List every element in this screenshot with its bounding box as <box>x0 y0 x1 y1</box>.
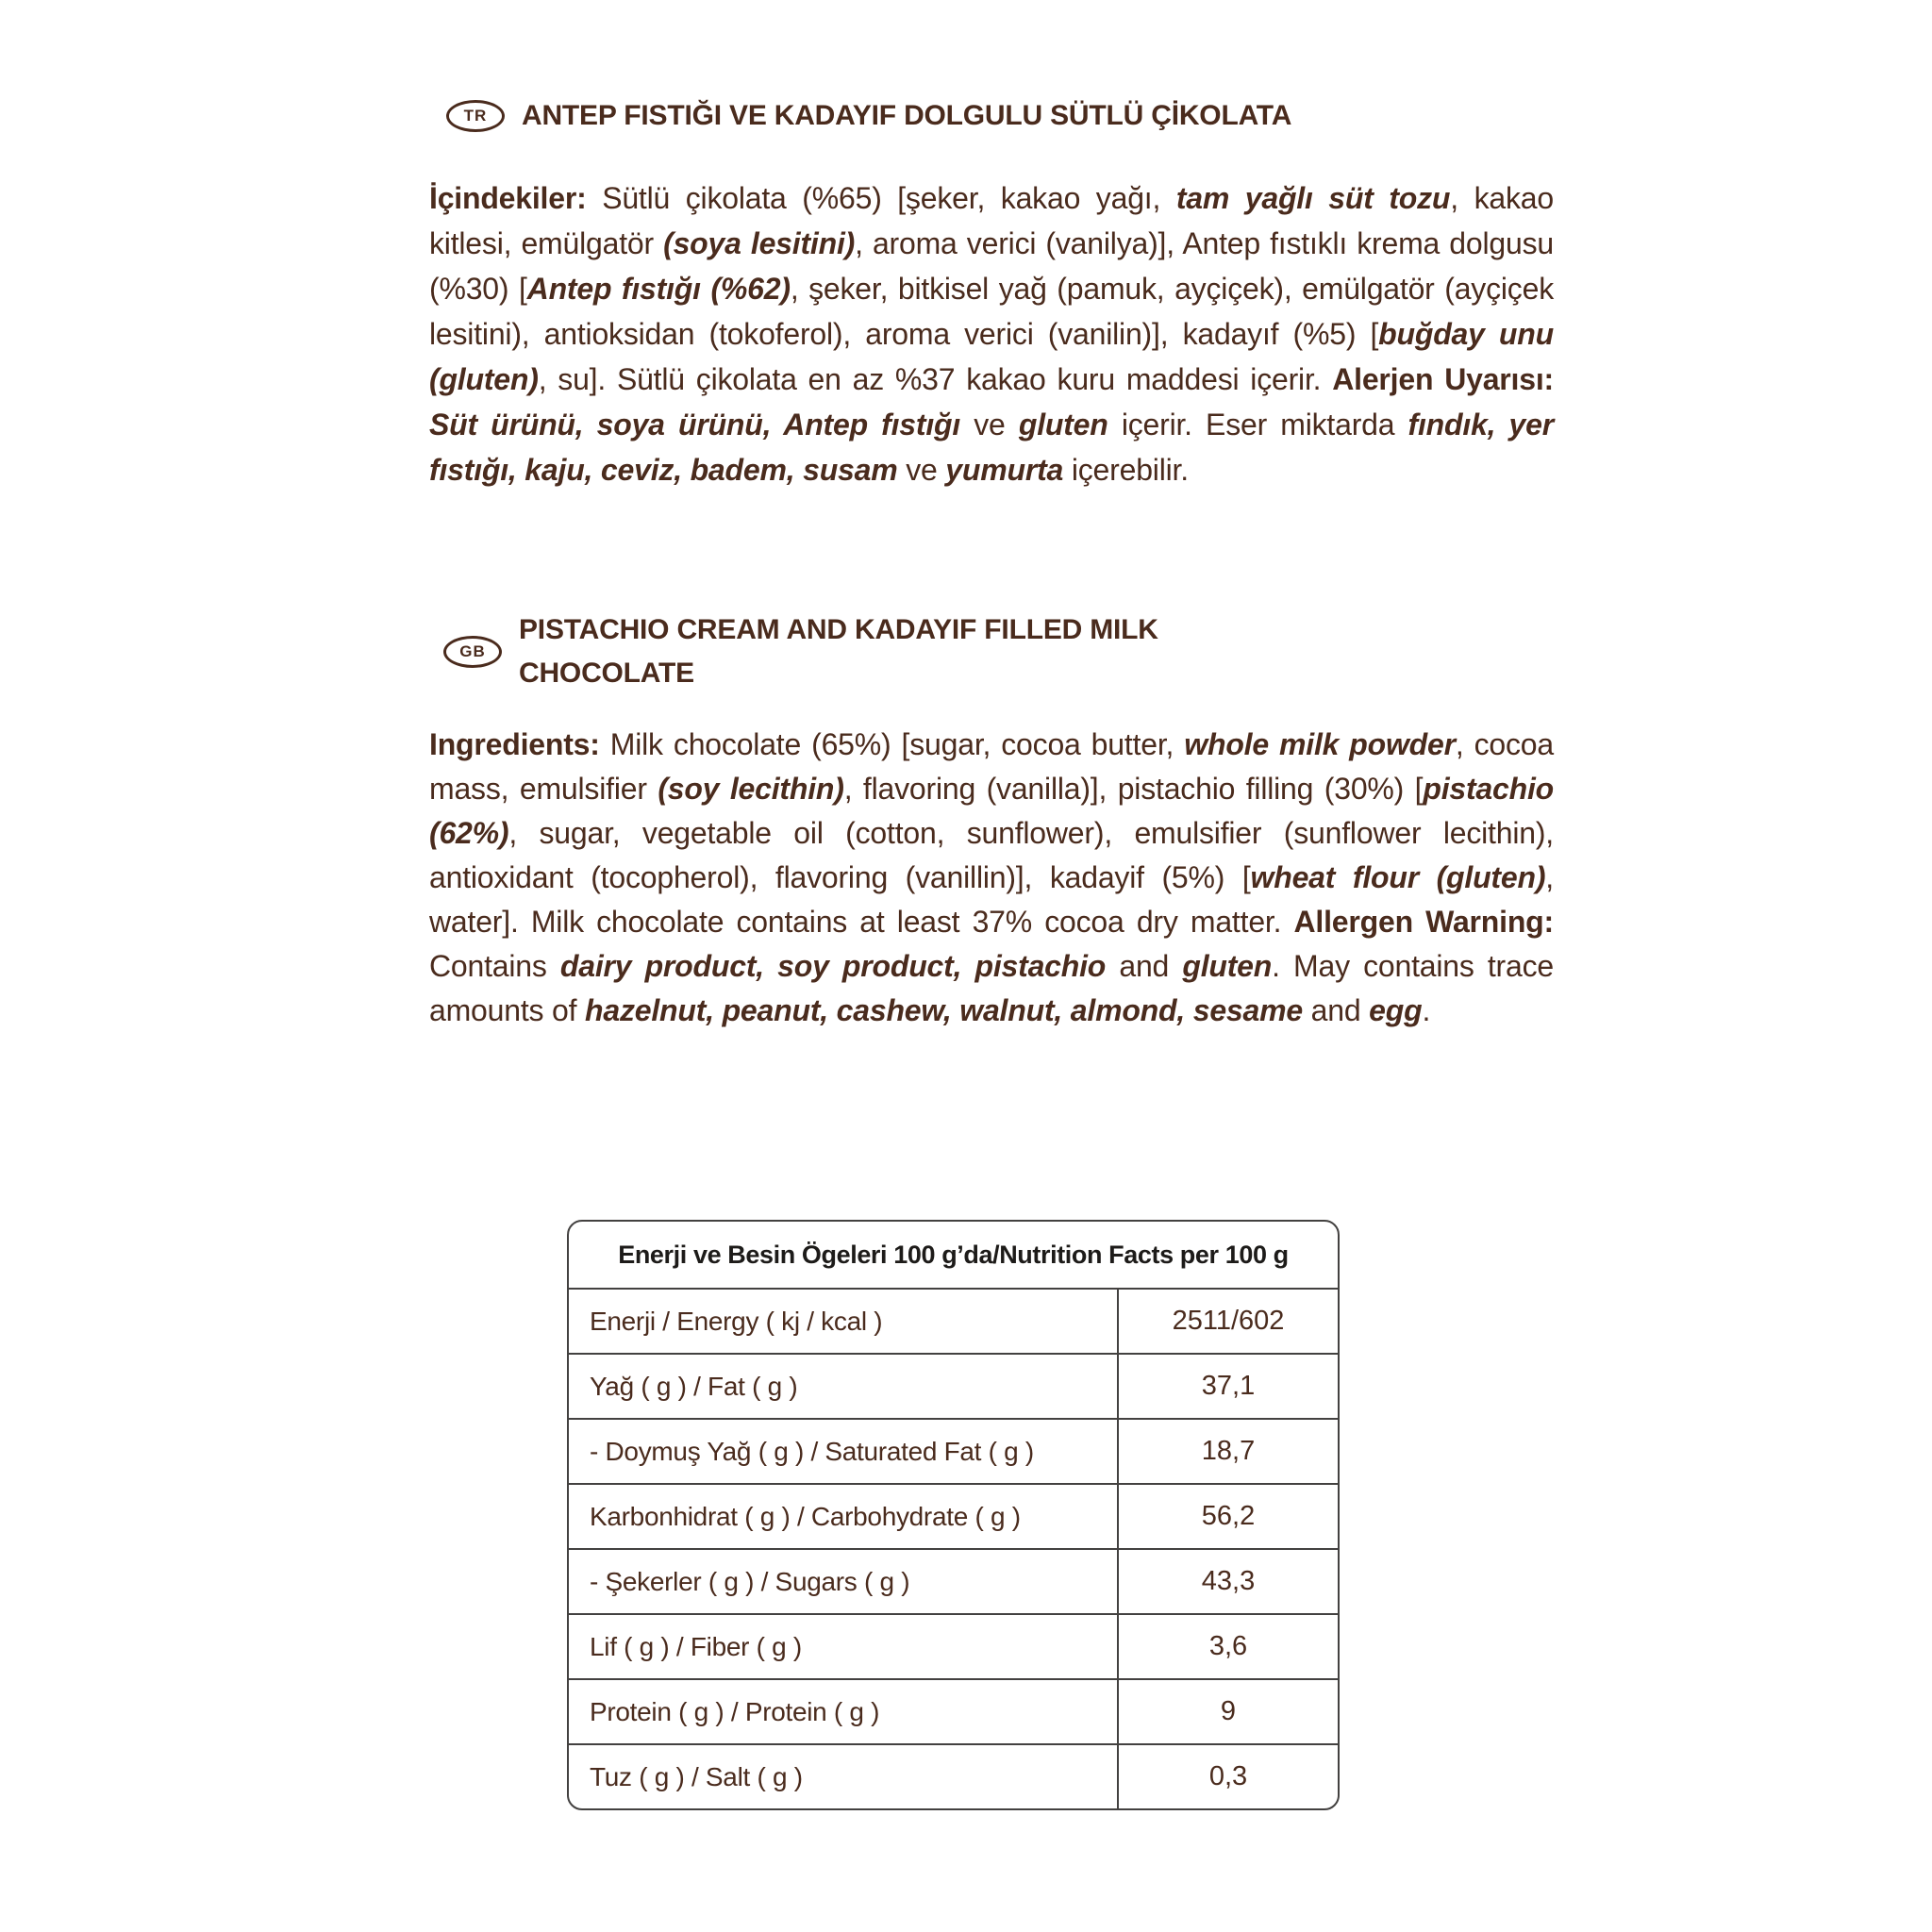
tr-product-title: ANTEP FISTIĞI VE KADAYIF DOLGULU SÜTLÜ ÇİKOLATA <box>522 100 1292 131</box>
gb-product-title-line1: PISTACHIO CREAM AND KADAYIF FILLED MILK <box>519 614 1158 645</box>
ingredient-text-segment: , su]. Sütlü çikolata en az %37 kakao kuru maddesi içerir. <box>538 362 1333 396</box>
gb-product-title-line2: CHOCOLATE <box>519 658 694 689</box>
nutrition-row-value: 56,2 <box>1117 1485 1338 1548</box>
ingredient-text-segment: Ingredients: <box>429 727 600 761</box>
nutrition-row <box>569 1613 1338 1678</box>
ingredient-text-segment: tam yağlı süt tozu <box>1175 181 1451 215</box>
ingredient-text-segment: fındık, yer fıstığı, kaju, ceviz, badem, susam <box>429 408 1554 487</box>
nutrition-row-value: 37,1 <box>1117 1355 1338 1418</box>
ingredient-text-segment: Allergen Warning: <box>1293 905 1554 939</box>
nutrition-row <box>569 1288 1338 1353</box>
ingredient-text-segment: wheat flour (gluten) <box>1250 860 1546 894</box>
nutrition-row <box>569 1678 1338 1743</box>
nutrition-row <box>569 1353 1338 1418</box>
ingredient-text-segment: . <box>1422 993 1431 1027</box>
nutrition-row-label: - Şekerler ( g ) / Sugars ( g ) <box>590 1566 910 1596</box>
ingredient-text-segment: pistachio (62%) <box>429 772 1555 850</box>
nutrition-row-label: Yağ ( g ) / Fat ( g ) <box>590 1371 798 1401</box>
ingredient-text-segment: gluten <box>1182 949 1273 983</box>
gb-section-header <box>443 608 1158 695</box>
nutrition-row-value: 43,3 <box>1117 1550 1338 1613</box>
ingredient-text-segment: . May contains trace amounts of <box>429 949 1554 1027</box>
ingredient-text-segment: Contains <box>429 949 560 983</box>
ingredient-text-segment: whole milk powder <box>1184 727 1456 761</box>
ingredient-text-segment: , kakao kitlesi, emülgatör <box>429 181 1554 260</box>
ingredient-text-segment: yumurta <box>945 453 1064 487</box>
gb-language-badge: GB <box>443 636 502 668</box>
nutrition-facts-table <box>567 1220 1340 1810</box>
nutrition-row-label: Protein ( g ) / Protein ( g ) <box>590 1696 880 1726</box>
ingredient-text-segment: ve <box>897 453 946 487</box>
ingredient-text-segment: and <box>1302 993 1370 1027</box>
nutrition-row-value: 9 <box>1117 1680 1338 1743</box>
ingredient-text-segment: İçindekiler: <box>429 181 587 215</box>
ingredient-text-segment: (soy lecithin) <box>658 772 844 806</box>
tr-language-badge: TR <box>446 100 505 132</box>
nutrition-row-value: 0,3 <box>1117 1745 1338 1808</box>
ingredient-text-segment: (soya lesitini) <box>663 226 856 260</box>
ingredient-text-segment: , flavoring (vanilla)], pistachio filling (30%) [ <box>843 772 1424 806</box>
ingredient-text-segment: Antep fıstığı (%62) <box>526 272 791 306</box>
nutrition-table-header: Enerji ve Besin Ögeleri 100 g’da/Nutrition Facts per 100 g <box>618 1240 1289 1269</box>
nutrition-row-label: Enerji / Energy ( kj / kcal ) <box>590 1306 883 1336</box>
ingredient-text-segment: Sütlü çikolata (%65) [şeker, kakao yağı, <box>586 181 1176 215</box>
ingredient-text-segment: buğday unu (gluten) <box>429 317 1554 396</box>
ingredient-text-segment: ve <box>960 408 1019 441</box>
nutrition-row-value: 3,6 <box>1117 1615 1338 1678</box>
nutrition-row <box>569 1418 1338 1483</box>
ingredient-text-segment: , aroma verici (vanilya)], Antep fıstıklı krema dolgusu (%30) [ <box>429 226 1554 306</box>
nutrition-row <box>569 1743 1338 1808</box>
nutrition-row <box>569 1548 1338 1613</box>
ingredient-text-segment: Alerjen Uyarısı: <box>1332 362 1554 396</box>
ingredient-text-segment: egg <box>1369 993 1423 1027</box>
nutrition-row-label: Lif ( g ) / Fiber ( g ) <box>590 1631 802 1661</box>
nutrition-row-value: 18,7 <box>1117 1420 1338 1483</box>
nutrition-row <box>569 1483 1338 1548</box>
ingredient-text-segment: Milk chocolate (65%) [sugar, cocoa butter, <box>599 727 1185 761</box>
ingredient-text-segment: hazelnut, peanut, cashew, walnut, almond, sesame <box>585 993 1303 1027</box>
ingredient-text-segment: and <box>1106 949 1183 983</box>
gb-ingredients-paragraph <box>429 723 1554 1033</box>
gb-product-title <box>519 608 1158 695</box>
ingredient-text-segment: Süt ürünü, soya ürünü, Antep fıstığı <box>429 408 961 441</box>
ingredient-text-segment: içerir. Eser miktarda <box>1108 408 1408 441</box>
tr-ingredients-paragraph <box>429 175 1554 492</box>
ingredient-text-segment: gluten <box>1018 408 1108 441</box>
ingredient-text-segment: dairy product, soy product, pistachio <box>559 949 1107 983</box>
ingredient-text-segment: içerebilir. <box>1063 453 1189 487</box>
ingredient-text-segment: , sugar, vegetable oil (cotton, sunflower), emulsifier (sunflower lecithin), antioxidant (tocopherol), flavoring (vanillin)], kadayif (5%) [ <box>429 816 1554 894</box>
nutrition-row-label: - Doymuş Yağ ( g ) / Saturated Fat ( g ) <box>590 1436 1034 1466</box>
nutrition-row-label: Tuz ( g ) / Salt ( g ) <box>590 1761 803 1791</box>
tr-section-header <box>446 94 1291 138</box>
nutrition-row-label: Karbonhidrat ( g ) / Carbohydrate ( g ) <box>590 1501 1021 1531</box>
ingredient-text-segment: , cocoa mass, emulsifier <box>429 727 1554 806</box>
nutrition-row-value: 2511/602 <box>1117 1290 1338 1353</box>
ingredient-text-segment: , şeker, bitkisel yağ (pamuk, ayçiçek), emülgatör (ayçiçek lesitini), antioksidan (tokoferol), aroma verici (vanilin)], kadayıf (%5) [ <box>429 272 1554 351</box>
nutrition-table-body <box>569 1288 1338 1808</box>
ingredient-text-segment: , water]. Milk chocolate contains at least 37% cocoa dry matter. <box>429 860 1554 939</box>
